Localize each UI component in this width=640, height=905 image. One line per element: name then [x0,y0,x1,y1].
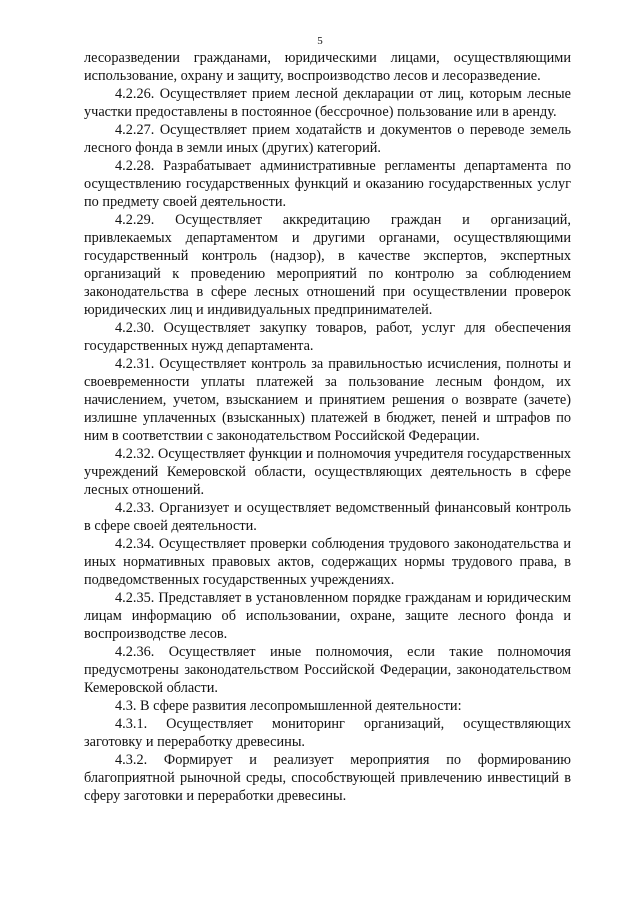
paragraph-4-3-1: 4.3.1. Осуществляет мониторинг организаций, осуществляющих заготовку и переработку древесины. [84,716,571,750]
paragraph-4-2-32: 4.2.32. Осуществляет функции и полномочия учредителя государственных учреждений Кемеровской области, осуществляющих деятельность в сфере лесных отношений. [84,446,571,498]
paragraph-4-2-36: 4.2.36. Осуществляет иные полномочия, если такие полномочия предусмотрены законодательством Российской Федерации, законодательством Кемеровской области. [84,644,571,696]
document-body [84,49,571,805]
paragraph-4-2-30: 4.2.30. Осуществляет закупку товаров, работ, услуг для обеспечения государственных нужд департамента. [84,320,571,354]
paragraph-4-2-31: 4.2.31. Осуществляет контроль за правильностью исчисления, полноты и своевременности уплаты платежей за пользование лесным фондом, их начислением, учетом, взысканием и принятием решения о возврате (зачете) излишне уплаченных (взысканных) платежей в бюджет, пеней и штрафов по ним в соответствии с законодательством Российской Федерации. [84,356,571,444]
paragraph-4-3-2: 4.3.2. Формирует и реализует мероприятия по формированию благоприятной рыночной среды, способствующей привлечению инвестиций в сферу заготовки и переработки древесины. [84,752,571,804]
section-heading-4-3: 4.3. В сфере развития лесопромышленной деятельности: [115,698,462,714]
paragraph-4-2-34: 4.2.34. Осуществляет проверки соблюдения трудового законодательства и иных нормативных правовых актов, содержащих нормы трудового права, в подведомственных государственных учреждениях. [84,536,571,588]
paragraph-4-2-33: 4.2.33. Организует и осуществляет ведомственный финансовый контроль в сфере своей деятельности. [84,500,571,534]
paragraph-4-2-29: 4.2.29. Осуществляет аккредитацию граждан и организаций, привлекаемых департаментом и другими органами, осуществляющими государственный контроль (надзор), в качестве экспертов, экспертных организаций к проведению мероприятий по контролю за соблюдением законодательства в сфере лесных отношений при осуществлении проверок юридических лиц и индивидуальных предпринимателей. [84,212,571,318]
page-number: 5 [317,35,323,47]
paragraph-4-2-28: 4.2.28. Разрабатывает административные регламенты департамента по осуществлению государственных функций и оказанию государственных услуг по предмету своей деятельности. [84,158,571,210]
paragraph-4-2-35: 4.2.35. Представляет в установленном порядке гражданам и юридическим лицам информацию об использовании, охране, защите лесного фонда и воспроизводстве лесов. [84,590,571,642]
paragraph-continuation: лесоразведении гражданами, юридическими лицами, осуществляющими использование, охрану и защиту, воспроизводство лесов и лесоразведение. [84,50,571,84]
paragraph-4-2-26: 4.2.26. Осуществляет прием лесной декларации от лиц, которым лесные участки предоставлены в постоянное (бессрочное) пользование или в аренду. [84,86,571,120]
paragraph-4-2-27: 4.2.27. Осуществляет прием ходатайств и документов о переводе земель лесного фонда в земли иных (других) категорий. [84,122,571,156]
